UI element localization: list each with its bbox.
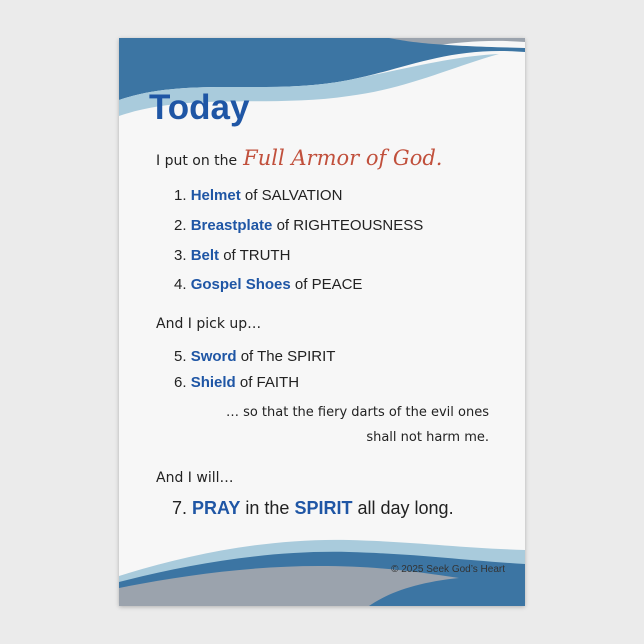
armor-num: 2. — [174, 217, 187, 234]
armor-num: 4. — [174, 276, 187, 293]
copyright-text: © 2025 Seek God’s Heart — [391, 564, 505, 575]
page-title: Today — [149, 88, 250, 127]
pickup-num: 6. — [174, 374, 187, 391]
note-line-1: … so that the fiery darts of the evil ones — [225, 405, 489, 420]
intro-line — [156, 146, 442, 170]
pickup-item — [174, 348, 335, 365]
intro-lead: I put on the — [156, 153, 238, 169]
armor-item — [174, 276, 362, 293]
armor-key: Belt — [190, 247, 220, 264]
note-line-2: shall not harm me. — [366, 430, 489, 445]
armor-rest: of SALVATION — [244, 187, 343, 204]
armor-card — [119, 38, 525, 606]
final-end: all day long. — [357, 498, 454, 518]
armor-key: Helmet — [190, 187, 241, 204]
armor-num: 1. — [174, 187, 187, 204]
armor-rest: of RIGHTEOUSNESS — [276, 217, 424, 234]
final-num: 7. — [172, 498, 188, 518]
pickup-key: Shield — [190, 374, 236, 391]
final-key-spirit: SPIRIT — [294, 498, 353, 518]
final-mid: in the — [245, 498, 290, 518]
intro-highlight: Full Armor of God. — [243, 146, 443, 170]
armor-num: 3. — [174, 247, 187, 264]
pickup-rest: of FAITH — [239, 374, 300, 391]
armor-rest: of TRUTH — [223, 247, 291, 264]
armor-rest: of PEACE — [294, 276, 363, 293]
armor-item — [174, 247, 290, 264]
pickup-rest: of The SPIRIT — [240, 348, 336, 365]
pickup-heading: And I pick up… — [156, 316, 262, 332]
armor-key: Gospel Shoes — [190, 276, 291, 293]
armor-item — [174, 187, 342, 204]
final-item — [172, 498, 454, 519]
pickup-num: 5. — [174, 348, 187, 365]
pickup-item — [174, 374, 299, 391]
armor-item — [174, 217, 423, 234]
armor-key: Breastplate — [190, 217, 273, 234]
final-key-pray: PRAY — [192, 498, 241, 518]
pickup-key: Sword — [190, 348, 237, 365]
will-heading: And I will… — [156, 470, 234, 486]
